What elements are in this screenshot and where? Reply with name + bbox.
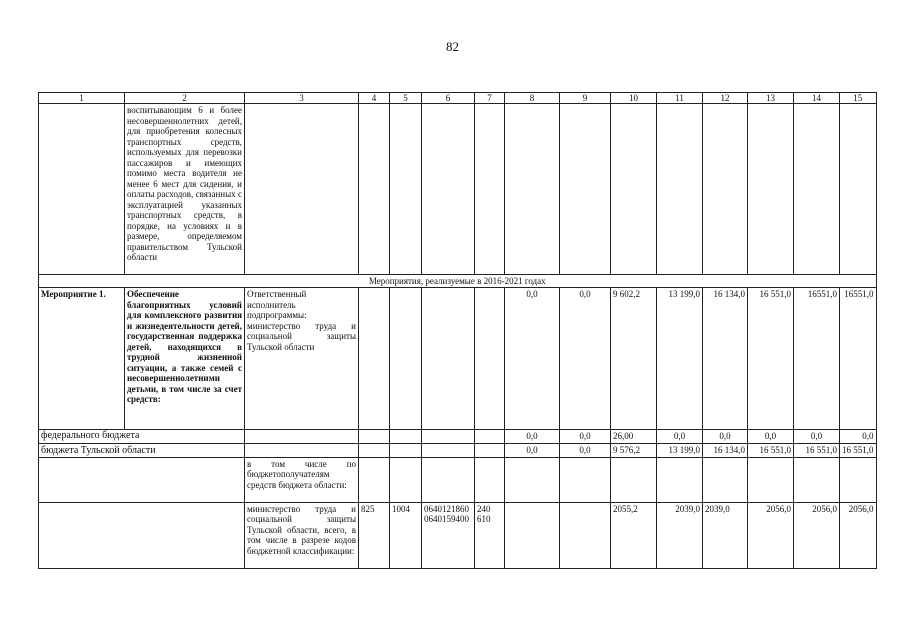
value-cell: 0,0 — [840, 430, 877, 444]
event-row — [39, 288, 877, 430]
value-cell: 16 551,0 — [794, 443, 840, 457]
value-cell: 0,0 — [560, 430, 611, 444]
recipients-row — [39, 457, 877, 502]
value-cell: 2039,0 — [657, 502, 703, 568]
value-cell: 2056,0 — [748, 502, 794, 568]
continuation-text: воспитывающим 6 и более несовершеннолетних детей, для приобретения колесных транспортных средств, используемых для перевозки пассажиров и имеющих помимо места водителя не менее 6 мест для сидения, и оплаты расходов, связанных с эксплуатацией указанных транспортных средств, в порядке, на условиях и в размере, определяемом правительством Тульской области — [125, 104, 245, 275]
section-title: Мероприятия, реализуемые в 2016-2021 годах — [39, 275, 877, 288]
value-cell: 0,0 — [703, 430, 748, 444]
value-cell: 0,0 — [748, 430, 794, 444]
value-cell: 26,00 — [611, 430, 657, 444]
value-cell: 9 602,2 — [611, 288, 657, 430]
value-cell: 0,0 — [505, 288, 560, 430]
federal-label: федерального бюджета — [39, 430, 245, 444]
ministry-row — [39, 502, 877, 568]
value-cell: 0,0 — [560, 288, 611, 430]
column-number: 1 — [39, 93, 125, 104]
column-number: 7 — [475, 93, 505, 104]
page-number: 82 — [446, 39, 459, 54]
column-number: 13 — [748, 93, 794, 104]
ministry-text: министерство труда и социальной защиты Тульской области, всего, в том числе в разрезе кодов бюджетной классификации: — [245, 502, 359, 568]
code-line: 0640159400 — [424, 514, 469, 524]
value-cell: 16 551,0 — [748, 443, 794, 457]
section-row — [39, 275, 877, 288]
code-cell: 825 — [359, 502, 390, 568]
column-number: 14 — [794, 93, 840, 104]
event-executor: Ответственный исполнитель подпрограммы: министерство труда и социальной защиты Тульской области — [245, 288, 359, 430]
column-number: 8 — [505, 93, 560, 104]
column-number: 4 — [359, 93, 390, 104]
code-line: 610 — [477, 514, 491, 524]
recipients-text: в том числе по бюджетополучателям средств бюджета области: — [245, 457, 359, 502]
value-cell: 16 134,0 — [703, 443, 748, 457]
regional-label: бюджета Тульской области — [39, 443, 245, 457]
column-number: 9 — [560, 93, 611, 104]
event-name: Обеспечение благоприятных условий для комплексного развития и жизнедеятельности детей, государственная поддержка детей, находящихся в трудной жизненной ситуации, а также семей с несовершеннолетними детьми, в том числе за счет средств: — [125, 288, 245, 430]
continuation-row — [39, 104, 877, 275]
regional-row — [39, 443, 877, 457]
value-cell: 16551,0 — [794, 288, 840, 430]
value-cell: 0,0 — [505, 430, 560, 444]
value-cell: 13 199,0 — [657, 443, 703, 457]
column-number: 12 — [703, 93, 748, 104]
column-number: 10 — [611, 93, 657, 104]
column-number: 11 — [657, 93, 703, 104]
value-cell: 16551,0 — [840, 288, 877, 430]
value-cell: 2056,0 — [794, 502, 840, 568]
value-cell: 9 576,2 — [611, 443, 657, 457]
column-number-row — [39, 93, 877, 104]
code-line: 0640121860 — [424, 503, 469, 514]
event-label: Мероприятие 1. — [39, 288, 125, 430]
column-number: 15 — [840, 93, 877, 104]
value-cell: 16 551,0 — [748, 288, 794, 430]
budget-table — [38, 92, 877, 569]
column-number: 5 — [390, 93, 422, 104]
value-cell: 0,0 — [794, 430, 840, 444]
value-cell: 0,0 — [657, 430, 703, 444]
federal-row — [39, 430, 877, 444]
value-cell: 16 551,0 — [840, 443, 877, 457]
value-cell: 2039,0 — [703, 502, 748, 568]
value-cell: 2056,0 — [840, 502, 877, 568]
code-cell — [475, 502, 505, 568]
code-cell: 1004 — [390, 502, 422, 568]
code-cell — [422, 502, 475, 568]
value-cell: 2055,2 — [611, 502, 657, 568]
value-cell: 0,0 — [505, 443, 560, 457]
value-cell: 13 199,0 — [657, 288, 703, 430]
value-cell: 0,0 — [560, 443, 611, 457]
column-number: 6 — [422, 93, 475, 104]
code-line: 240 — [477, 503, 491, 514]
value-cell: 16 134,0 — [703, 288, 748, 430]
column-number: 2 — [125, 93, 245, 104]
column-number: 3 — [245, 93, 359, 104]
